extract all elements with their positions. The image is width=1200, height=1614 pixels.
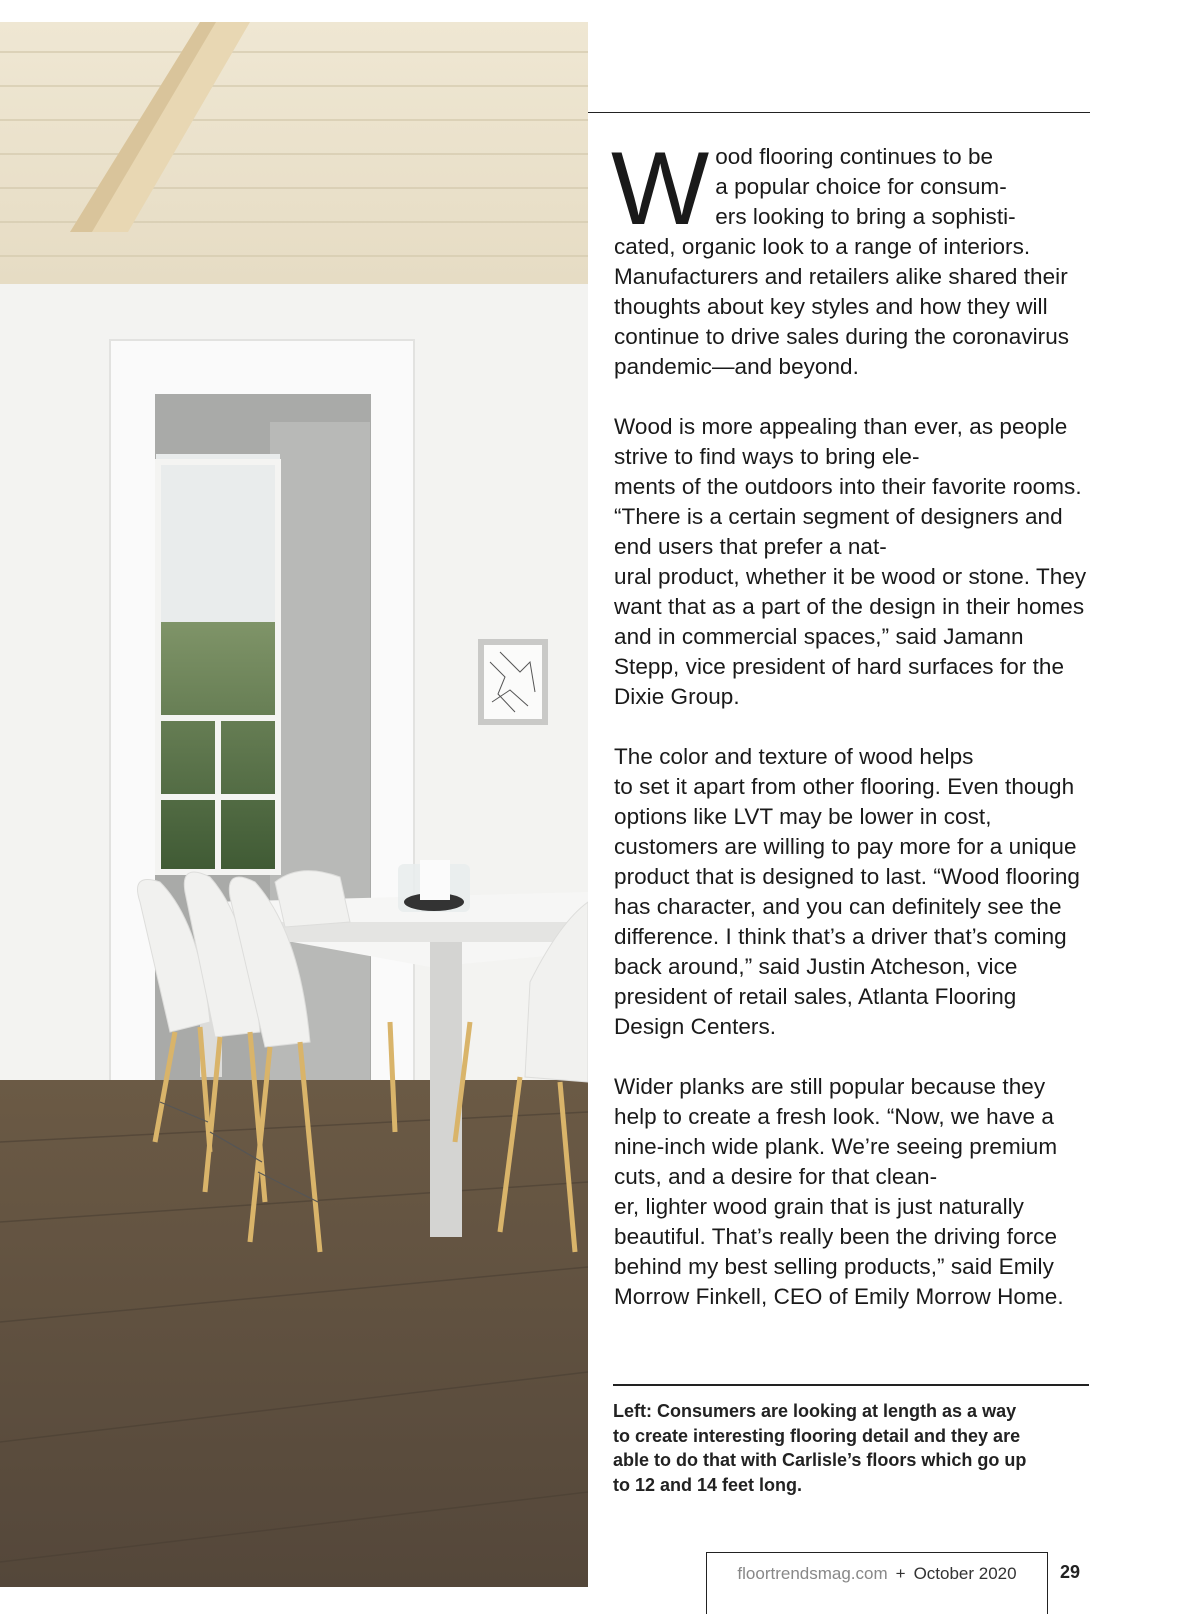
- drop-cap: W: [611, 131, 710, 247]
- paragraph-1: [611, 131, 1092, 382]
- footer-separator: +: [895, 1564, 906, 1583]
- caption-rule: [613, 1384, 1089, 1386]
- paragraph-1-text: ood flooring continues to be a popular choice for consum- ers looking to bring a sophisti- cated, organic look to a range of interiors. Manufacturers and retailers alike shared their thoughts about key styles and how they will continue to drive sales during the coronavirus pandemic—and beyond.: [614, 144, 1070, 379]
- top-rule: [588, 112, 1090, 113]
- dining-room-photo: [0, 22, 588, 1587]
- article-body: [611, 131, 1092, 1342]
- footer-issue: October 2020: [913, 1564, 1017, 1583]
- paragraph-4: Wider planks are still popular because they help to create a fresh look. “Now, we have a nine-inch wide plank. We’re seeing premium cuts, and a desire for that clean- er, lighter wood grain that is just naturally beautiful. That’s really been the driving force behind my best selling products,” said Emily Morrow Finkell, CEO of Emily Morrow Home.: [614, 1074, 1064, 1309]
- photo-caption: Left: Consumers are looking at length as a way to create interesting flooring detail and they are able to do that with Carlisle’s floors which go up to 12 and 14 feet long.: [613, 1401, 1027, 1495]
- footer-site[interactable]: floortrendsmag.com: [737, 1564, 888, 1583]
- paragraph-2: Wood is more appealing than ever, as people strive to find ways to bring ele- ments of the outdoors into their favorite rooms. “There is a certain segment of designers and end users that prefer a nat- ural product, whether it be wood or stone. They want that as a part of the design in their homes and in commercial spaces,” said Jamann Stepp, vice president of hard surfaces for the Dixie Group.: [614, 414, 1087, 709]
- paragraph-3: The color and texture of wood helps to set it apart from other flooring. Even though options like LVT may be lower in cost, customers are willing to pay more for a unique product that is designed to last. “Wood flooring has character, and you can definitely see the difference. I think that’s a driver that’s coming back around,” said Justin Atcheson, vice president of retail sales, Atlanta Flooring Design Centers.: [614, 744, 1081, 1039]
- page-number: 29: [1060, 1562, 1081, 1582]
- footer-box: [706, 1552, 1048, 1614]
